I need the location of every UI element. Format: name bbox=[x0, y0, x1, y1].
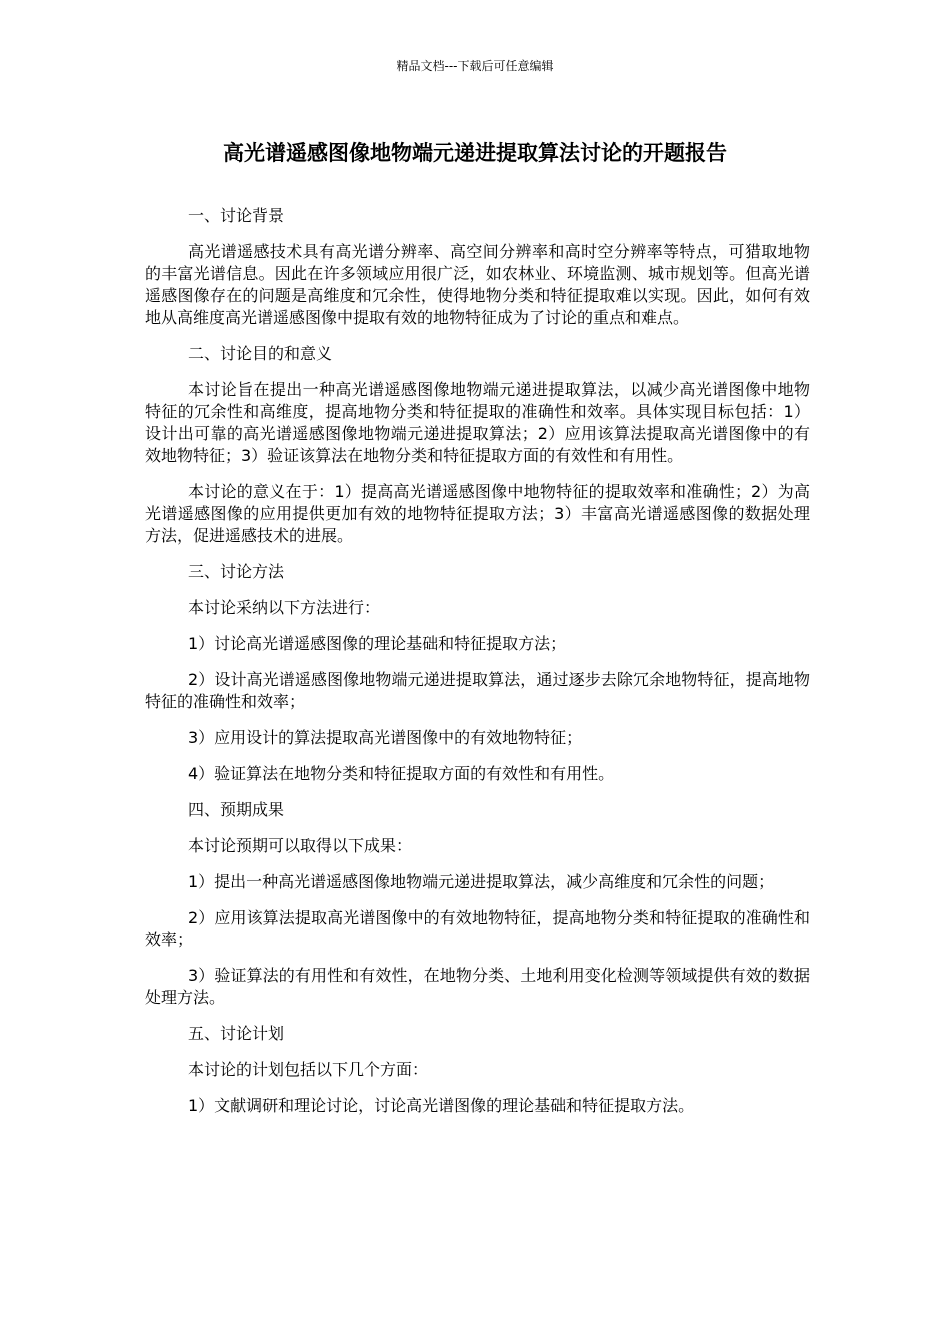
section-heading-plan: 五、讨论计划 bbox=[188, 1024, 285, 1043]
paragraph-results-intro: 本讨论预期可以取得以下成果： bbox=[188, 836, 413, 855]
section-heading-expected-results: 四、预期成果 bbox=[188, 800, 285, 819]
list-item-result-1: 1）提出一种高光谱遥感图像地物端元递进提取算法，减少高维度和冗余性的问题； bbox=[188, 872, 775, 891]
paragraph-methods-intro: 本讨论采纳以下方法进行： bbox=[188, 598, 381, 617]
list-item-method-1: 1）讨论高光谱遥感图像的理论基础和特征提取方法； bbox=[188, 634, 567, 653]
paragraph-background: 高光谱遥感技术具有高光谱分辨率、高空间分辨率和高时空分辨率等特点，可猎取地物的丰富光谱信息。因此在许多领域应用很广泛，如农林业、环境监测、城市规划等。但高光谱遥感图像存在的问题是高维度和冗余性，使得地物分类和特征提取难以实现。因此，如何有效地从高维度高光谱遥感图像中提取有效的地物特征成为了讨论的重点和难点。 bbox=[145, 242, 810, 327]
paragraph-plan-intro: 本讨论的计划包括以下几个方面： bbox=[188, 1060, 429, 1079]
list-item-result-2: 2）应用该算法提取高光谱图像中的有效地物特征，提高地物分类和特征提取的准确性和效率； bbox=[145, 908, 810, 949]
header-note: 精品文档---下载后可任意编辑 bbox=[396, 59, 554, 73]
paragraph-purpose: 本讨论旨在提出一种高光谱遥感图像地物端元递进提取算法，以减少高光谱图像中地物特征的冗余性和高维度，提高地物分类和特征提取的准确性和效率。具体实现目标包括：1）设计出可靠的高光谱遥感图像地物端元递进提取算法；2）应用该算法提取高光谱图像中的有效地物特征；3）验证该算法在地物分类和特征提取方面的有效性和有用性。 bbox=[145, 380, 810, 465]
list-item-method-3: 3）应用设计的算法提取高光谱图像中的有效地物特征； bbox=[188, 728, 583, 747]
paragraph-significance: 本讨论的意义在于：1）提高高光谱遥感图像中地物特征的提取效率和准确性；2）为高光谱遥感图像的应用提供更加有效的地物特征提取方法；3）丰富高光谱遥感图像的数据处理方法，促进遥感技术的进展。 bbox=[145, 482, 810, 545]
document-title: 高光谱遥感图像地物端元递进提取算法讨论的开题报告 bbox=[223, 141, 727, 165]
section-heading-methods: 三、讨论方法 bbox=[188, 562, 285, 581]
section-heading-purpose: 二、讨论目的和意义 bbox=[188, 344, 333, 363]
list-item-method-2: 2）设计高光谱遥感图像地物端元递进提取算法，通过逐步去除冗余地物特征，提高地物特征的准确性和效率； bbox=[145, 670, 810, 711]
list-item-result-3: 3）验证算法的有用性和有效性，在地物分类、土地利用变化检测等领域提供有效的数据处理方法。 bbox=[145, 966, 810, 1007]
list-item-method-4: 4）验证算法在地物分类和特征提取方面的有效性和有用性。 bbox=[188, 764, 615, 783]
document-body bbox=[145, 205, 810, 1131]
list-item-plan-1: 1）文献调研和理论讨论，讨论高光谱图像的理论基础和特征提取方法。 bbox=[188, 1096, 695, 1115]
section-heading-background: 一、讨论背景 bbox=[188, 206, 285, 225]
